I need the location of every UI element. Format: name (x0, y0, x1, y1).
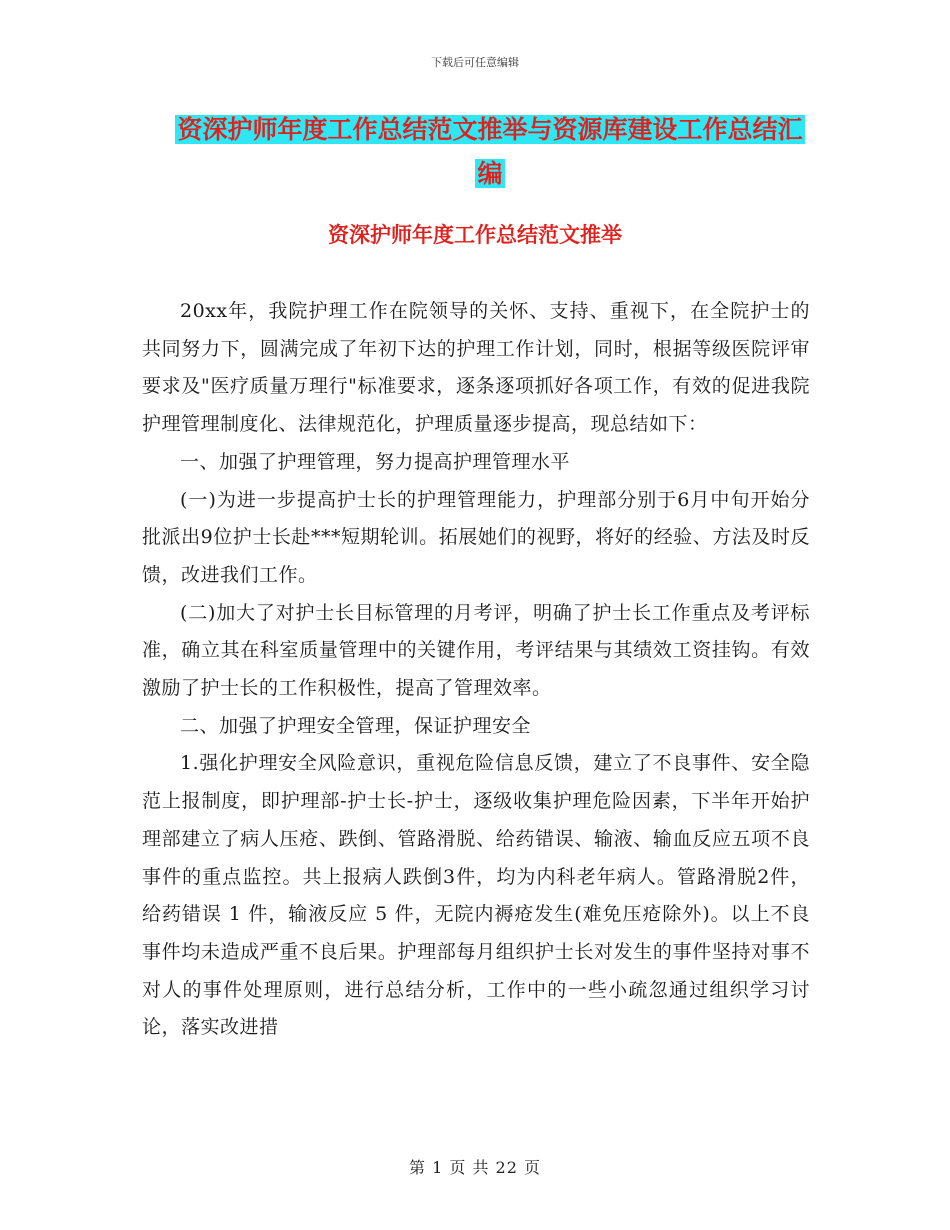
heading-safety: 二、加强了护理安全管理，保证护理安全 (180, 714, 532, 737)
paragraph-intro: 20xx年，我院护理工作在院领导的关怀、支持、重视下，在全院护士的共同努力下，圆满完成了年初下达的护理工作计划，同时，根据等级医院评审要求及"医疗质量万理行"标准要求，逐条逐项抓好各项工作，有效的促进我院护理管理制度化、法律规范化，护理质量逐步提高，现总结如下： (142, 300, 810, 436)
header-note: 下载后可任意编辑 (431, 56, 519, 69)
paragraph-safety-risk: 1.强化护理安全风险意识，重视危险信息反馈，建立了不良事件、安全隐范上报制度，即护理部-护士长-护士，逐级收集护理危险因素，下半年开始护理部建立了病人压疮、跌倒、管路滑脱、给药错误、输液、输血反应五项不良事件的重点监控。共上报病人跌倒3件，均为内科老年病人。管路滑脱2件，给药错误 1 件，输液反应 5 件，无院内褥疮发生(难免压疮除外)。以上不良事件均未造成严重不良后果。护理部每月组织护士长对发生的事件坚持对事不对人的事件处理原则，进行总结分析，工作中的一些小疏忽通过组织学习讨论，落实改进措 (142, 752, 810, 1039)
document-title (170, 108, 810, 196)
paragraph-training: (一)为进一步提高护士长的护理管理能力，护理部分别于6月中旬开始分批派出9位护士长赴***短期轮训。拓展她们的视野，将好的经验、方法及时反馈，改进我们工作。 (142, 488, 810, 586)
page-footer: 第 1 页 共 22 页 (409, 1158, 541, 1177)
document-body (142, 293, 810, 1047)
paragraph-evaluation: (二)加大了对护士长目标管理的月考评，明确了护士长工作重点及考评标准，确立其在科室质量管理中的关键作用，考评结果与其绩效工资挂钩。有效激励了护士长的工作积极性，提高了管理效率。 (142, 601, 810, 700)
heading-management: 一、加强了护理管理，努力提高护理管理水平 (180, 450, 571, 473)
section-title: 资深护师年度工作总结范文推举 (328, 223, 622, 247)
document-title-text: 资深护师年度工作总结范文推举与资源库建设工作总结汇编 (177, 115, 803, 188)
